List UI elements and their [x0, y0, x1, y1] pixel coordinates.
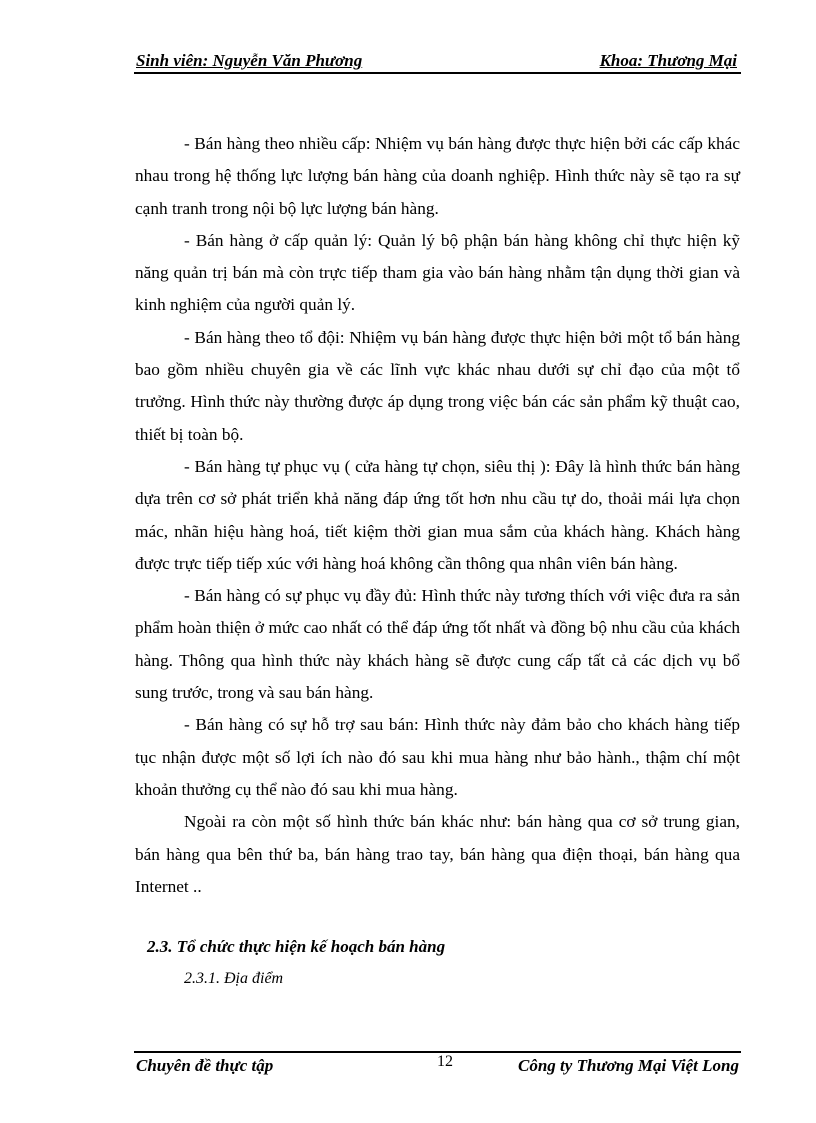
paragraph-management-level-sales: - Bán hàng ở cấp quản lý: Quản lý bộ phận bán hàng không chỉ thực hiện kỹ năng quản trị bán mà còn trực tiếp tham gia vào bán hàng nhằm tận dụng thời gian và kinh nghiệm của người quản lý. [135, 230, 740, 315]
footer-report-title: Chuyên đề thực tập [136, 1056, 274, 1075]
page-number: 12 [437, 1053, 453, 1070]
paragraph-self-service-sales: - Bán hàng tự phục vụ ( cửa hàng tự chọn, siêu thị ): Đây là hình thức bán hàng dựa trên cơ sở phát triển khả năng đáp ứng tốt hơn nhu cầu tự do, thoải mái lựa chọn mác, nhãn hiệu hàng hoá, tiết kiệm thời gian mua sắm của khách hàng. Khách hàng được trực tiếp tiếp xúc với hàng hoá không cần thông qua nhân viên bán hàng. [135, 456, 740, 573]
page-footer [134, 1051, 741, 1081]
section-heading: 2.3. Tổ chức thực hiện kế hoạch bán hàng [147, 937, 446, 956]
paragraph-team-sales: - Bán hàng theo tổ đội: Nhiệm vụ bán hàng được thực hiện bởi một tổ bán hàng bao gồm nhiều chuyên gia về các lĩnh vực khác nhau dưới sự chỉ đạo của một tổ trưởng. Hình thức này thường được áp dụng trong việc bán các sản phẩm kỹ thuật cao, thiết bị toàn bộ. [135, 327, 740, 444]
paragraph-after-sales-support: - Bán hàng có sự hỗ trợ sau bán: Hình thức này đảm bảo cho khách hàng tiếp tục nhận được một số lợi ích nào đó sau khi mua hàng như bảo hành., thậm chí một khoản thưởng cụ thể nào đó sau khi mua hàng. [135, 715, 740, 799]
footer-company: Công ty Thương Mại Việt Long [518, 1056, 739, 1075]
subsection-heading: 2.3.1. Địa điểm [184, 970, 284, 987]
document-body [135, 128, 740, 903]
header-faculty: Khoa: Thương Mại [599, 51, 737, 70]
page-header [134, 48, 741, 74]
paragraph-full-service-sales: - Bán hàng có sự phục vụ đầy đủ: Hình thức này tương thích với việc đưa ra sản phẩm hoàn thiện ở mức cao nhất có thể đáp ứng tốt nhất và đồng bộ nhu cầu của khách hàng. Thông qua hình thức này khách hàng sẽ được cung cấp tất cả các dịch vụ bổ sung trước, trong và sau bán hàng. [135, 586, 740, 703]
paragraph-other-sales-forms: Ngoài ra còn một số hình thức bán khác như: bán hàng qua cơ sở trung gian, bán hàng qua bên thứ ba, bán hàng trao tay, bán hàng qua điện thoại, bán hàng qua Internet .. [135, 812, 740, 896]
paragraph-multi-level-sales: - Bán hàng theo nhiều cấp: Nhiệm vụ bán hàng được thực hiện bởi các cấp khác nhau trong hệ thống lực lượng bán hàng của doanh nghiệp. Hình thức này sẽ tạo ra sự cạnh tranh trong nội bộ lực lượng bán hàng. [135, 134, 740, 218]
header-student-name: Sinh viên: Nguyễn Văn Phương [136, 51, 363, 70]
